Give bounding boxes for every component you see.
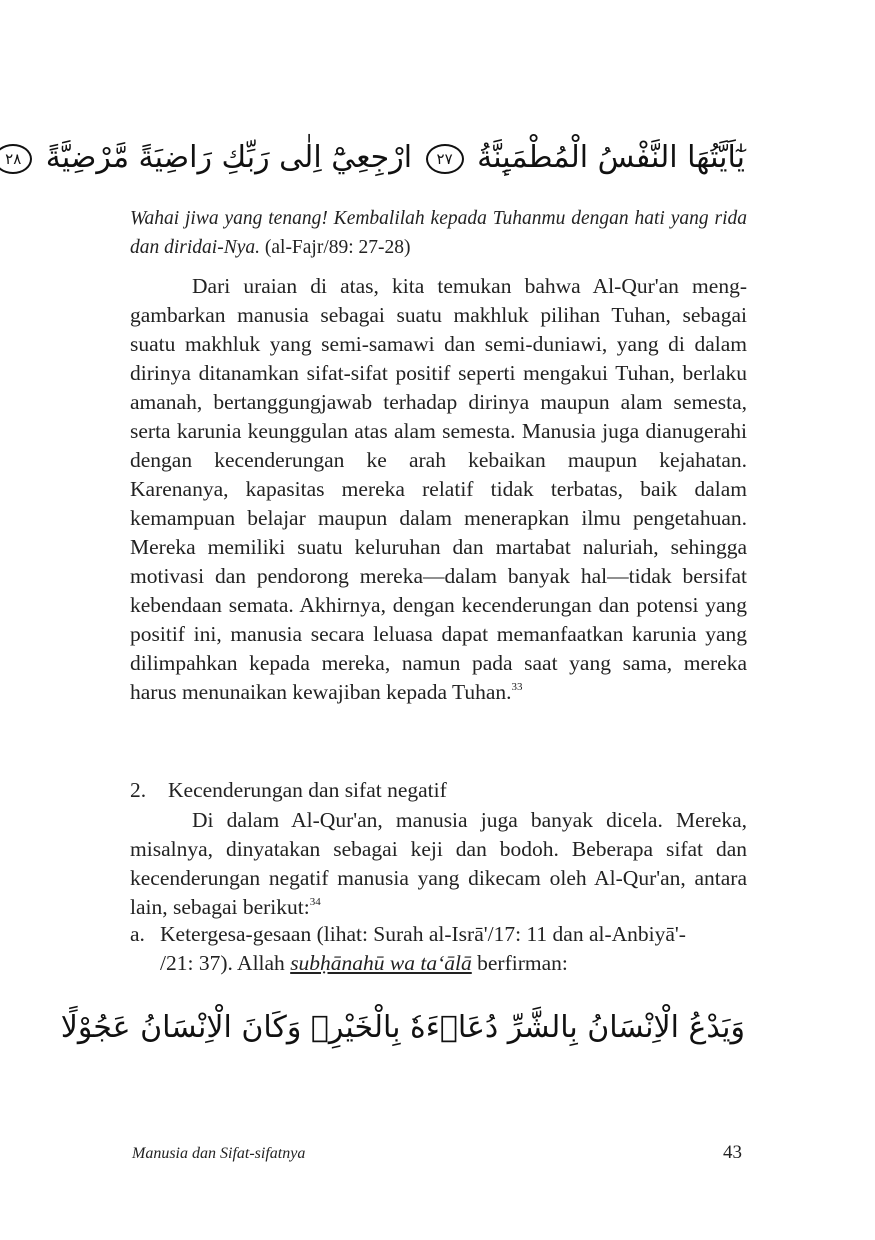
list-item-line-2-end: berfirman: — [471, 951, 568, 975]
ayah-number-27: ٢٧ — [426, 144, 464, 174]
translation-text: Wahai jiwa yang tenang! Kembalilah kepada Tuhanmu dengan hati yang rida dan diridai-Nya. — [130, 208, 747, 258]
page-number: 43 — [723, 1142, 742, 1163]
verse-arabic-1 — [5, 128, 745, 188]
verse-reference: (al-Fajr/89: 27-28) — [260, 237, 411, 258]
footnote-ref-34: 34 — [309, 896, 321, 908]
ayah-number-28: ٢٨ — [0, 144, 32, 174]
list-item-a — [130, 920, 747, 978]
verse-translation-1 — [130, 204, 747, 262]
paragraph-1-text: Dari uraian di atas, kita temukan bahwa Al-Qur'an menggambarkan manusia sebagai suatu makhluk pilihan Tuhan, sebagai suatu makhluk yang semi-samawi dan semi-duniawi, yang di dalam dirinya ditanamkan sifat-sifat positif seperti mengakui Tuhan, berlaku amanah, bertanggungjawab terhadap dirinya maupun alam semesta, serta karunia keunggulan atas alam semesta. Manusia juga dianugerahi dengan kecenderungan ke arah kebaikan maupun kejahatan. Karenanya, kapasitas mereka relatif tidak terbatas, baik dalam kemampuan belajar maupun dalam menerapkan ilmu pengetahuan. Mereka memiliki suatu keluruhan dan martabat naluriah, sehingga motivasi dan pendorong mereka—dalam banyak hal—tidak bersifat kebendaan semata. Akhirnya, dengan kecenderungan dan potensi yang positif ini, manusia secara leluasa dapat memanfaatkan karunia yang dilimpahkan kepada mereka, namun pada saat yang sama, mereka harus menunaikan kewajiban kepada Tuhan. — [130, 274, 747, 704]
list-marker: a. — [130, 922, 145, 946]
footnote-ref-33: 33 — [511, 681, 523, 693]
verse-arabic-1-part2: ارْجِعِيْٓ اِلٰى رَبِّكِ رَاضِيَةً مَّرْضِيَّةً — [45, 140, 413, 175]
list-item-line-2-start: /21: 37). Allah — [160, 951, 291, 975]
paragraph-1 — [130, 272, 747, 707]
section-number: 2. — [130, 778, 147, 802]
paragraph-2 — [130, 806, 747, 922]
verse-arabic-2: وَيَدْعُ الْاِنْسَانُ بِالشَّرِّ دُعَاۤءَهٗ بِالْخَيْرِۗ وَكَانَ الْاِنْسَانُ عَجُوْلًا — [60, 1010, 745, 1045]
section-title: Kecenderungan dan sifat negatif — [168, 778, 447, 802]
paragraph-2-text: Di dalam Al-Qur'an, manusia juga banyak dicela. Mereka, misalnya, dinyatakan sebagai keji dan bodoh. Beberapa sifat dan kecenderungan negatif manusia yang dikecam oleh Al-Qur'an, antara lain, sebagai berikut: — [130, 808, 747, 919]
running-footer-title: Manusia dan Sifat-sifatnya — [132, 1145, 306, 1162]
list-item-line-1: Ketergesa-gesaan (lihat: Surah al-Isrā'/17: 11 dan al-Anbiyā'- — [160, 922, 686, 946]
transliteration: subḥānahū wa ta‘ālā — [290, 951, 472, 975]
verse-arabic-1-part1: يٰٓاَيَّتُهَا النَّفْسُ الْمُطْمَىِٕنَّةُ — [477, 140, 745, 175]
section-heading — [130, 776, 747, 805]
list-item-line-2 — [130, 949, 747, 978]
